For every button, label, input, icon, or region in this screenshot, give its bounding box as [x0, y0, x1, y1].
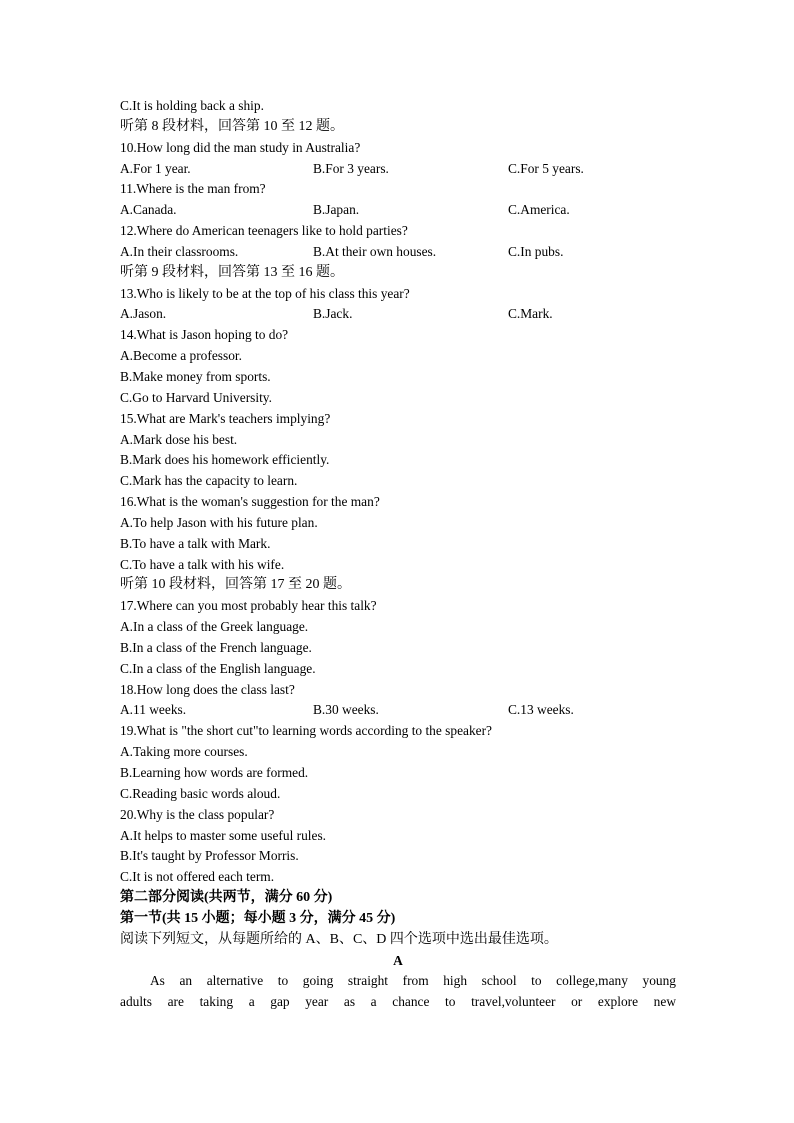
options-row [120, 242, 676, 263]
option-c: C.For 5 years. [508, 160, 584, 176]
option-a: A.11 weeks. [120, 702, 187, 718]
text-line: B.Mark does his homework efficiently. [120, 452, 330, 468]
text-line: C.In a class of the English language. [120, 660, 316, 676]
section-heading: 第一节(共 15 小题；每小题 3 分，满分 45 分) [120, 910, 396, 926]
document-page [120, 96, 676, 1013]
option-b: B.Japan. [313, 202, 360, 218]
text-line: 18.How long does the class last? [120, 681, 295, 697]
section-heading: 第二部分阅读(共两节，满分 60 分) [120, 890, 333, 906]
text-line: 20.Why is the class popular? [120, 806, 275, 822]
text-line: C.Go to Harvard University. [120, 389, 272, 405]
option-b: B.For 3 years. [313, 160, 389, 176]
option-a: A.Jason. [120, 306, 167, 322]
text-line: C.It is holding back a ship. [120, 98, 264, 113]
option-c: C.Mark. [508, 306, 553, 322]
option-c: C.America. [508, 202, 570, 218]
text-line: A.It helps to master some useful rules. [120, 827, 327, 843]
option-b: B.Jack. [313, 306, 353, 322]
text-line: C.Mark has the capacity to learn. [120, 473, 298, 489]
text-line: 10.How long did the man study in Australia? [120, 139, 361, 155]
text-line: A.Become a professor. [120, 348, 242, 364]
section-instruction: 听第 8 段材料，回答第 10 至 12 题。 [120, 118, 344, 134]
text-line: A.Taking more courses. [120, 744, 248, 760]
text-line: A.Mark dose his best. [120, 431, 238, 447]
section-instruction: 阅读下列短文，从每题所给的 A、B、C、D 四个选项中选出最佳选项。 [120, 931, 558, 947]
text-line: 15.What are Mark's teachers implying? [120, 410, 331, 426]
text-line: 16.What is the woman's suggestion for the man? [120, 494, 380, 510]
text-line: 12.Where do American teenagers like to hold parties? [120, 223, 408, 239]
section-instruction: 听第 10 段材料，回答第 17 至 20 题。 [120, 577, 351, 593]
text-line: B.Learning how words are formed. [120, 765, 309, 780]
options-row [120, 159, 676, 180]
passage-line: As an alternative to going straight from high school to college,many young [150, 973, 676, 989]
text-line: 14.What is Jason hoping to do? [120, 327, 289, 343]
text-line: B.Make money from sports. [120, 368, 271, 384]
options-row [120, 200, 676, 221]
section-instruction: 听第 9 段材料，回答第 13 至 16 题。 [120, 264, 344, 280]
option-a: A.For 1 year. [120, 160, 191, 176]
passage-label: A [393, 952, 403, 968]
option-b: B.At their own houses. [313, 243, 437, 259]
text-line: 13.Who is likely to be at the top of his class this year? [120, 285, 410, 301]
text-line: 17.Where can you most probably hear this talk? [120, 598, 377, 614]
text-line: 19.What is "the short cut"to learning words according to the speaker? [120, 723, 492, 739]
options-row [120, 700, 676, 721]
text-line: B.In a class of the French language. [120, 639, 312, 655]
option-a: A.Canada. [120, 202, 177, 218]
options-row [120, 304, 676, 325]
option-c: C.13 weeks. [508, 702, 574, 718]
text-line: B.It's taught by Professor Morris. [120, 848, 299, 864]
passage-line: adults are taking a gap year as a chance to travel,volunteer or explore new [120, 994, 676, 1010]
text-line: C.Reading basic words aloud. [120, 785, 281, 801]
text-line: 11.Where is the man from? [120, 181, 266, 197]
text-line: C.It is not offered each term. [120, 869, 275, 885]
text-line: A.To help Jason with his future plan. [120, 514, 318, 530]
option-c: C.In pubs. [508, 243, 564, 259]
option-a: A.In their classrooms. [120, 243, 239, 259]
text-line: A.In a class of the Greek language. [120, 619, 309, 635]
text-line: C.To have a talk with his wife. [120, 556, 285, 572]
option-b: B.30 weeks. [313, 702, 379, 718]
text-line: B.To have a talk with Mark. [120, 535, 271, 551]
